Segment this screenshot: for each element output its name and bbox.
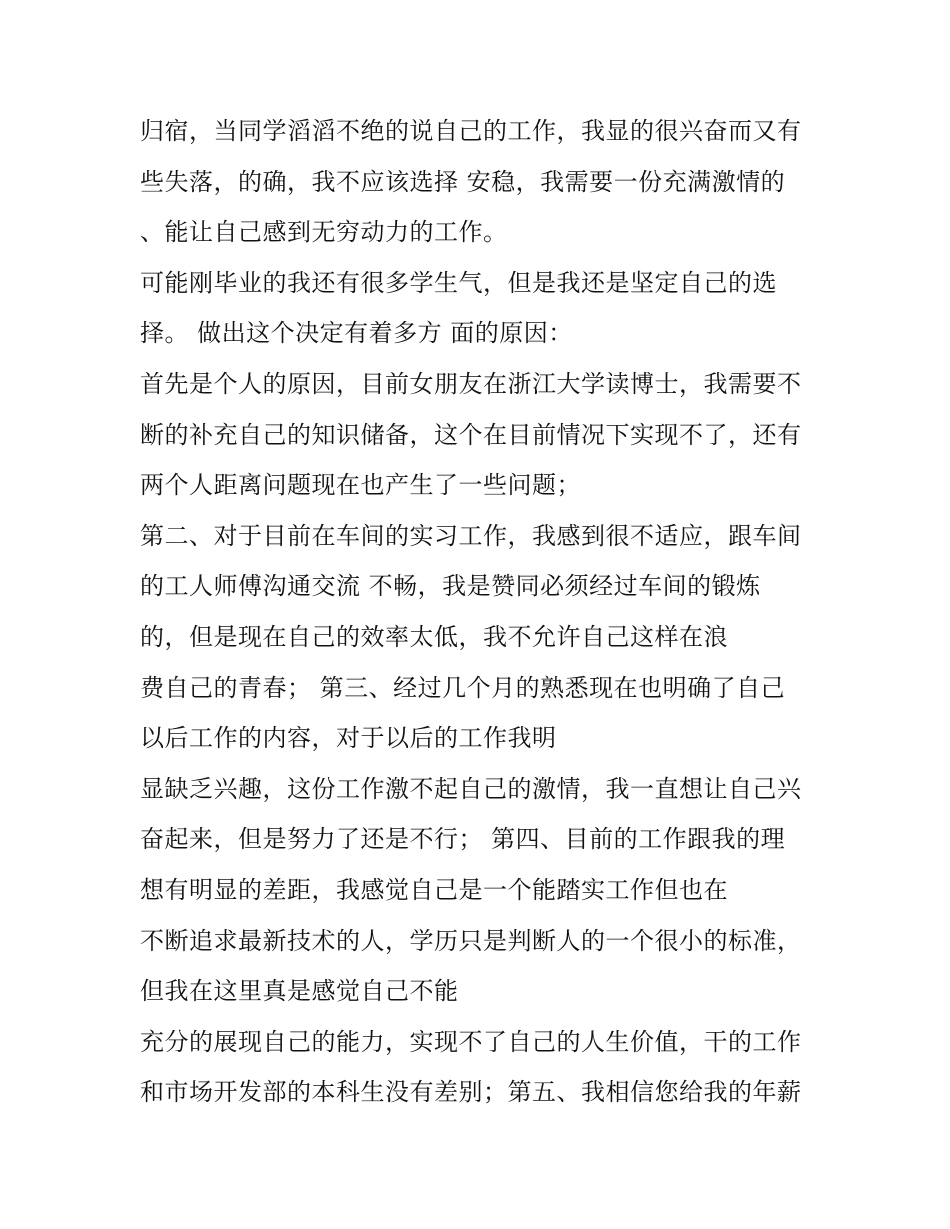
text-line: 首先是个人的原因，目前女朋友在浙江大学读博士，我需要不 — [140, 369, 802, 398]
text-line: 、能让自己感到无穷动力的工作。 — [140, 218, 508, 247]
text-line: 和市场开发部的本科生没有差别；第五、我相信您给我的年薪 — [140, 1078, 802, 1107]
text-line: 不断追求最新技术的人，学历只是判断人的一个很小的标准， — [140, 926, 802, 955]
text-line: 两个人距离问题现在也产生了一些问题； — [140, 471, 581, 500]
body-text — [140, 106, 840, 1118]
text-line: 充分的展现自己的能力，实现不了自己的人生价值，干的工作 — [140, 1027, 802, 1056]
text-line: 的，但是现在自己的效率太低，我不允许自己这样在浪 — [140, 622, 728, 651]
text-line: 择。 做出这个决定有着多方 面的原因： — [140, 319, 573, 348]
text-line: 奋起来，但是努力了还是不行； 第四、目前的工作跟我的理 — [140, 825, 786, 854]
text-line: 断的补充自己的知识储备，这个在目前情况下实现不了，还有 — [140, 420, 802, 449]
text-line: 可能刚毕业的我还有很多学生气，但是我还是坚定自己的选 — [140, 268, 777, 297]
text-line: 第二、对于目前在车间的实习工作，我感到很不适应，跟车间 — [140, 521, 802, 550]
text-line: 些失落，的确，我不应该选择 安稳，我需要一份充满激情的 — [140, 167, 786, 196]
text-line: 但我在这里真是感觉自己不能 — [140, 977, 459, 1006]
text-line: 以后工作的内容，对于以后的工作我明 — [140, 724, 557, 753]
text-line: 费自己的青春； 第三、经过几个月的熟悉现在也明确了自己 — [140, 673, 786, 702]
text-line: 想有明显的差距，我感觉自己是一个能踏实工作但也在 — [140, 875, 728, 904]
text-line: 的工人师傅沟通交流 不畅，我是赞同必须经过车间的锻炼 — [140, 572, 761, 601]
text-line: 显缺乏兴趣，这份工作激不起自己的激情，我一直想让自己兴 — [140, 774, 802, 803]
text-line: 归宿，当同学滔滔不绝的说自己的工作，我显的很兴奋而又有 — [140, 117, 802, 145]
